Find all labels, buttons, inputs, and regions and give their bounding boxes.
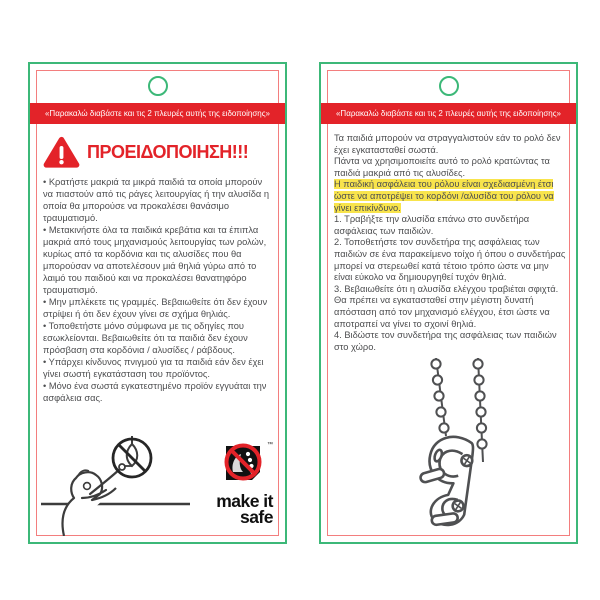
chain-tensioner-illustration: [380, 358, 530, 530]
banner-text: «Παρακαλώ διαβάστε και τις 2 πλευρές αυτής της ειδοποίησης»: [44, 109, 271, 118]
intro-paragraph: Πάντα να χρησιμοποιείτε αυτό το ρολό κρατώντας τα παιδιά μακριά από τις αλυσίδες.: [334, 156, 550, 178]
warning-bullet: • Μετακινήστε όλα τα παιδικά κρεβάτια και τα έπιπλα μακριά από τους μηχανισμούς λειτουργίας των ρολών, κυρίως από τα κορδόνια και τις αλυσίδες που θα μπορούσαν να αποτελέσουν μιά θηλιά γύρω από το λαιμό του παιδιού και να προκαλέσει θανατηφόρο τραυματισμό.: [43, 225, 267, 295]
warning-bullet: • Τοποθετήστε μόνο σύμφωνα με τις οδηγίες που εσωκλείονται. Βεβαιωθείτε ότι τα παιδιά δεν έχουν πρόσβαση στα κορδόνια / αλυσίδες / ράβδους.: [43, 321, 248, 355]
front-content: [43, 136, 274, 404]
banner: [321, 103, 576, 124]
warning-tag-front: [28, 62, 287, 544]
banner: [30, 103, 285, 124]
punch-hole: [439, 76, 459, 96]
step-item: 2. Τοποθετήστε τον συνδετήρα της ασφάλειας των παιδιών σε ένα παρακείμενο τοίχο ή όπου ο συνδετήρας μπορεί να στερεωθεί κατά τέτοιο τρόπο ώστε να μην είναι εύκολο να δημιουργηθεί τυχόν θηλιά.: [334, 237, 566, 283]
warning-heading-row: [43, 136, 274, 169]
warning-bullet: • Μόνο ένα σωστά εγκατεστημένο προϊόν εγγυάται την ασφάλεια σας.: [43, 381, 267, 403]
punch-hole: [148, 76, 168, 96]
warning-bullet: • Υπάρχει κίνδυνος πνιγμού για τα παιδιά εάν δεν έχει γίνει σωστή εγκατάσταση του προϊόντος.: [43, 357, 264, 379]
warning-title: ΠΡΟΕΙΔΟΠΟΙΗΣΗ!!!: [87, 142, 249, 162]
warning-tag-back: [319, 62, 578, 544]
logo-line-2: safe: [239, 507, 273, 527]
trademark-symbol: ™: [267, 442, 273, 448]
warning-bullet: • Κρατήστε μακριά τα μικρά παιδιά τα οποία μπορούν να πιαστούν από τις ράγες λειτουργίας ή την αλυσίδα η οποία θα μπορούσε να προκαλέσει θανάσιμο τραυματισμό.: [43, 177, 270, 223]
warning-triangle-icon: [43, 136, 80, 169]
warning-bullet-list: [43, 176, 274, 404]
back-content: [334, 133, 566, 353]
highlight-text: Η παιδική ασφάλεια του ρόλου είναι σχεδιασμένη έτσι ώστε να αποτρέψει το κορδόνι /αλυσίδα του ρόλου να γίνει επικίνδυνο.: [334, 179, 554, 213]
step-item: 4. Βιδώστε τον συνδετήρα της ασφάλειας των παιδιών στο χώρο.: [334, 330, 557, 352]
make-it-safe-logo: [181, 442, 273, 525]
intro-paragraph: Τα παιδιά μπορούν να στραγγαλιστούν εάν το ρολό δεν έχει εγκατασταθεί σωστά.: [334, 133, 561, 155]
warning-bullet: • Μην μπλέκετε τις γραμμές. Βεβαιωθείτε ότι δεν έχουν στρίψει ή ότι δεν έχουν γίνει σε σχήμα θηλιάς.: [43, 297, 268, 319]
make-it-safe-wordmark: [181, 493, 273, 525]
step-item: 1. Τραβήξτε την αλυσίδα επάνω στο συνδετήρα ασφάλειας των παιδιών.: [334, 214, 530, 236]
logo-line-1: make it: [216, 491, 273, 511]
baby-cord-hazard-illustration: [38, 436, 196, 536]
step-item: 3. Βεβαιωθείτε ότι η αλυσίδα ελέγχου τραβιέται σφιχτά. Θα πρέπει να εγκατασταθεί στην μέγιστη δυνατή απόσταση από τον μηχανισμό ελέγχου, έτσι ώστε να αποτραπεί να γίνει το σχοινί θηλιά.: [334, 283, 559, 329]
highlighted-paragraph: [334, 179, 566, 214]
banner-text: «Παρακαλώ διαβάστε και τις 2 πλευρές αυτής της ειδοποίησης»: [335, 109, 562, 118]
make-it-safe-mark-icon: [221, 442, 267, 491]
